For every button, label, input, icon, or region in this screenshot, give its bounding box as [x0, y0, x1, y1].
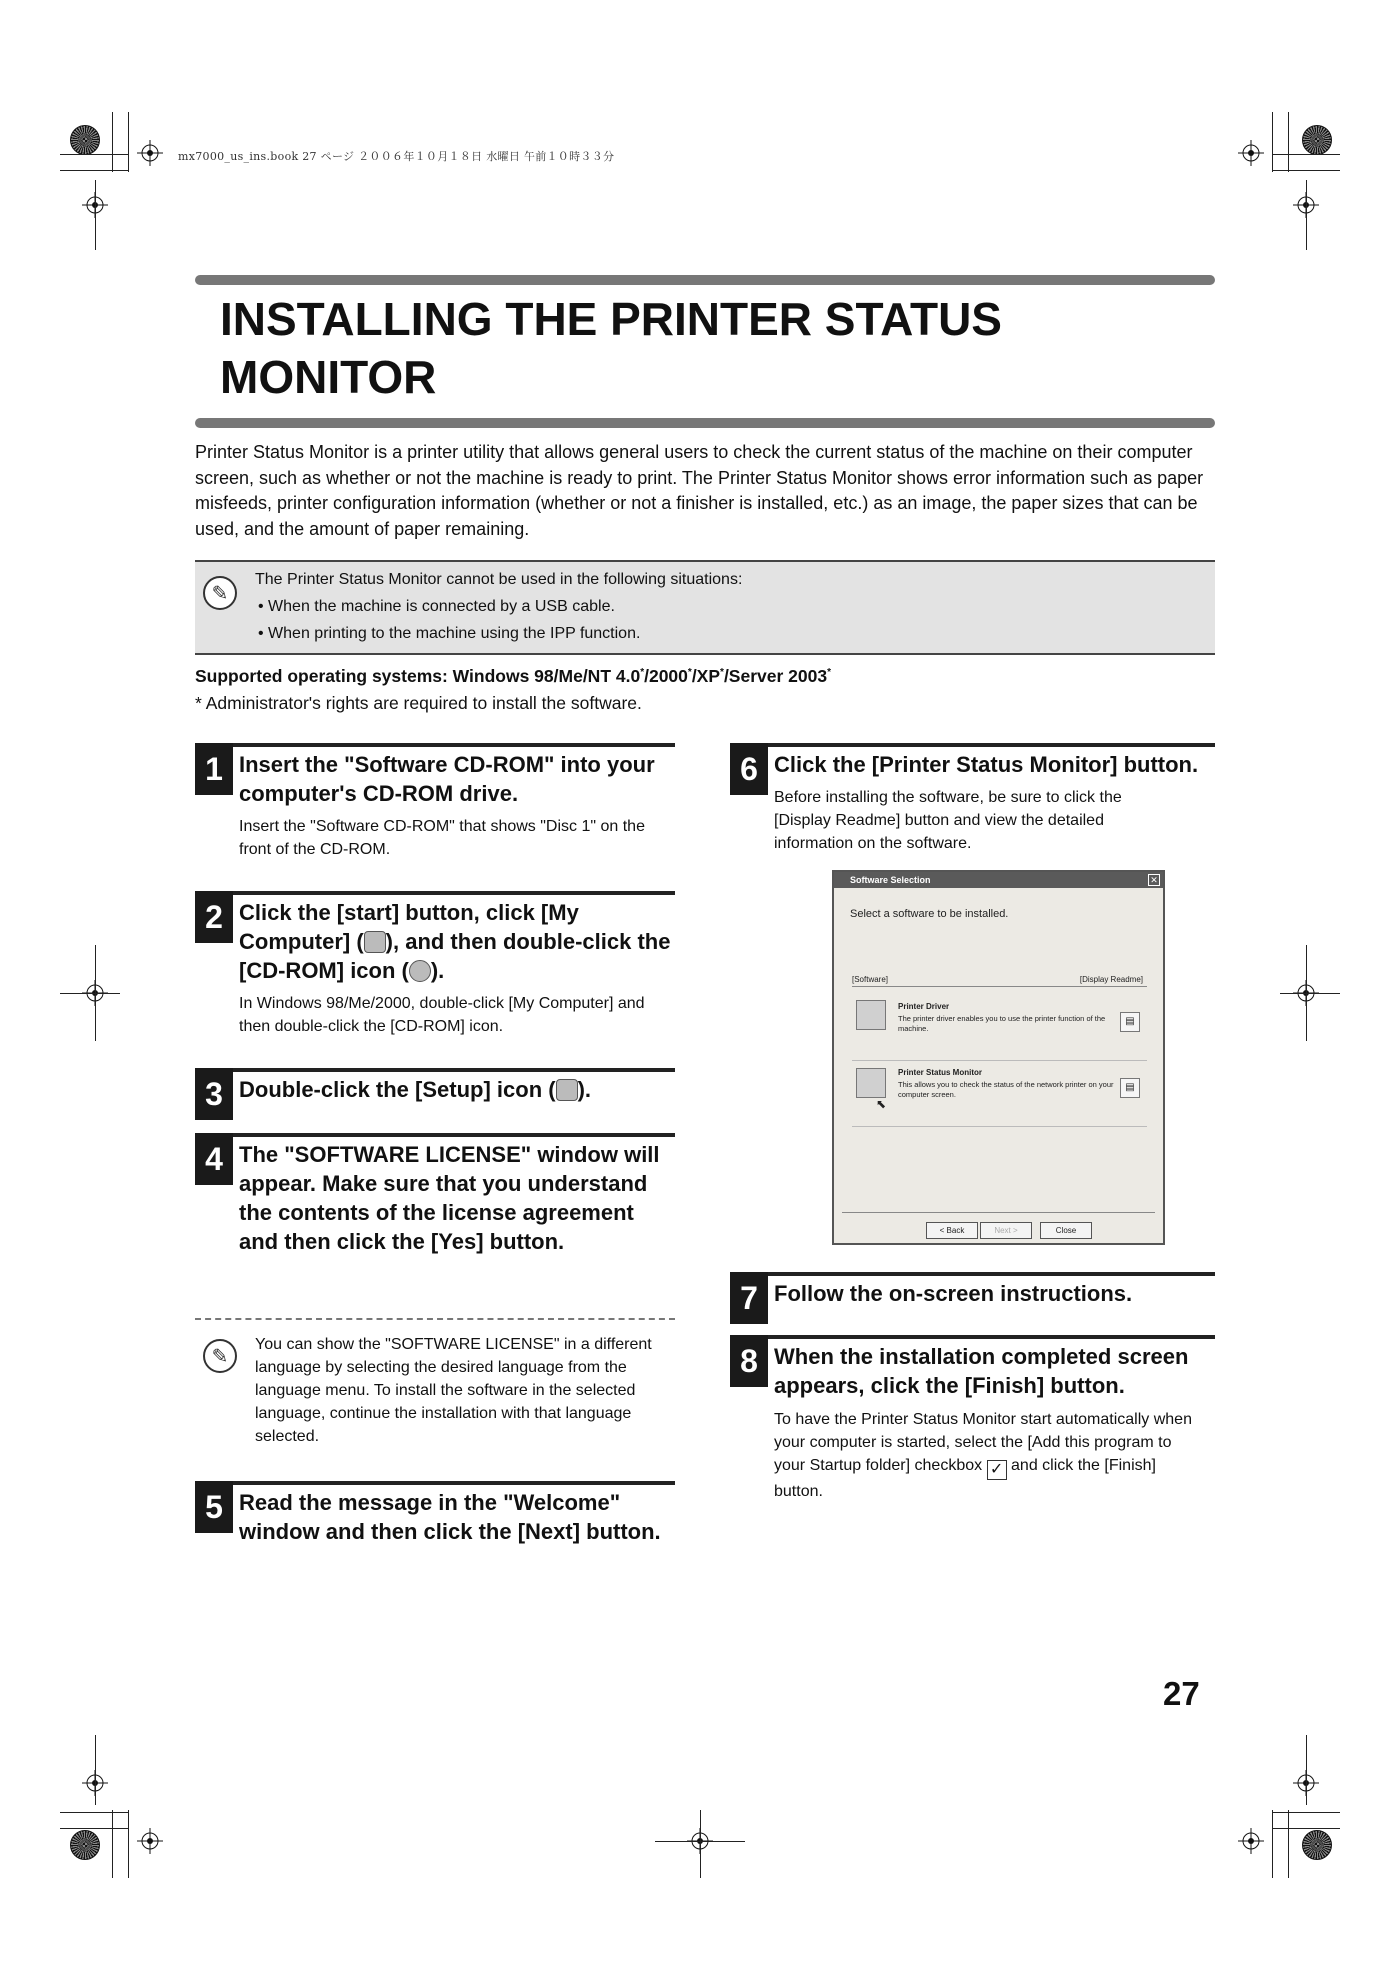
step-title: Follow the on-screen instructions.	[774, 1281, 1133, 1306]
printer-status-monitor-button[interactable]	[856, 1068, 886, 1098]
page-title: INSTALLING THE PRINTER STATUS MONITOR	[220, 293, 1002, 403]
registration-mark-icon	[137, 140, 163, 166]
step-body: To have the Printer Status Monitor start automatically when your computer is started, select the [Add this program to your Startup folder] checkbox ✓ and click the [Finish] button.	[774, 1411, 1192, 1500]
registration-mark-icon	[137, 1828, 163, 1854]
checkbox-checked-icon: ✓	[987, 1460, 1007, 1480]
note-content	[255, 566, 742, 647]
cd-rom-icon	[409, 960, 431, 982]
note-heading: The Printer Status Monitor cannot be used in the following situations:	[255, 571, 743, 588]
note-bullet: • When the machine is connected by a USB cable.	[258, 598, 615, 615]
close-button[interactable]: Close	[1040, 1222, 1092, 1239]
step-number: 5	[195, 1481, 233, 1533]
step-body: Before installing the software, be sure to click the [Display Readme] button and view the detailed information on the software.	[774, 789, 1122, 852]
step-title: Click the [Printer Status Monitor] button.	[774, 752, 1199, 777]
note-bullet: • When printing to the machine using the IPP function.	[258, 625, 641, 642]
dialog-prompt: Select a software to be installed.	[850, 908, 1009, 920]
item-name: Printer Status Monitor	[898, 1068, 983, 1077]
my-computer-icon	[364, 931, 386, 953]
close-icon[interactable]: ✕	[1148, 874, 1160, 886]
step-title: Read the message in the "Welcome" window and then click the [Next] button.	[239, 1490, 661, 1544]
intro-paragraph: Printer Status Monitor is a printer utility that allows general users to check the current status of the machine on their computer screen, such as whether or not the machine is ready to print. The Printer Status Monitor shows error information such as paper misfeeds, printer configuration information (whether or not a finisher is installed, etc.) as an image, the paper sizes that can be used, and the amount of paper remaining.	[195, 442, 1204, 539]
step-number: 6	[730, 743, 768, 795]
registration-sunburst-icon	[70, 125, 100, 155]
admin-rights-note: * Administrator's rights are required to install the software.	[195, 693, 642, 713]
back-button[interactable]: < Back	[926, 1222, 978, 1239]
step-body: Insert the "Software CD-ROM" that shows "Disc 1" on the front of the CD-ROM.	[239, 818, 645, 858]
registration-sunburst-icon	[70, 1830, 100, 1860]
supported-os: Supported operating systems: Windows 98/Me/NT 4.0*/2000*/XP*/Server 2003*	[195, 666, 831, 686]
step-number: 4	[195, 1133, 233, 1185]
next-button[interactable]: Next >	[980, 1222, 1032, 1239]
step-title: When the installation completed screen appears, click the [Finish] button.	[774, 1344, 1189, 1398]
registration-mark-icon	[1238, 140, 1264, 166]
page-number: 27	[1163, 1675, 1200, 1712]
step-number: 8	[730, 1335, 768, 1387]
step-title: Double-click the [Setup] icon ( ).	[239, 1077, 592, 1102]
registration-mark-icon	[1238, 1828, 1264, 1854]
registration-sunburst-icon	[1302, 125, 1332, 155]
setup-icon	[556, 1079, 578, 1101]
registration-sunburst-icon	[1302, 1830, 1332, 1860]
item-desc: The printer driver enables you to use the printer function of the machine.	[898, 1014, 1106, 1033]
mouse-cursor-icon: ⬉	[876, 1097, 887, 1111]
column-software: [Software]	[852, 975, 889, 984]
divider	[195, 1318, 675, 1320]
step-title: The "SOFTWARE LICENSE" window will appear. Make sure that you understand the contents of the license agreement and then click the [Yes] button.	[239, 1142, 660, 1254]
tip-note: You can show the "SOFTWARE LICENSE" in a different language by selecting the desired language from the language menu. To install the software in the selected language, continue the installation with that language selected.	[255, 1336, 652, 1445]
readme-icon[interactable]: ▤	[1120, 1078, 1140, 1098]
readme-icon[interactable]: ▤	[1120, 1012, 1140, 1032]
step-title: Insert the "Software CD-ROM" into your computer's CD-ROM drive.	[239, 752, 655, 806]
title-rule-bottom	[195, 418, 1215, 428]
step-number: 2	[195, 891, 233, 943]
dialog-title: Software Selection	[834, 872, 1163, 888]
step-number: 7	[730, 1272, 768, 1324]
title-rule-top	[195, 275, 1215, 285]
step-body: In Windows 98/Me/2000, double-click [My Computer] and then double-click the [CD-ROM] icon.	[239, 995, 645, 1035]
software-selection-dialog	[832, 870, 1165, 1245]
item-name: Printer Driver	[898, 1002, 950, 1011]
item-desc: This allows you to check the status of the network printer on your computer screen.	[898, 1080, 1114, 1099]
step-title: Click the [start] button, click [My Computer] ( ), and then double-click the [CD-ROM] icon ( ).	[239, 900, 671, 983]
step-number: 1	[195, 743, 233, 795]
printer-driver-button[interactable]	[856, 1000, 886, 1030]
pencil-note-icon: ✎	[203, 576, 237, 610]
step-number: 3	[195, 1068, 233, 1120]
file-header-line: mx7000_us_ins.book 27 ページ ２００６年１０月１８日 水曜日 午前１０時３３分	[178, 150, 615, 163]
column-readme: [Display Readme]	[1079, 975, 1143, 984]
pencil-note-icon: ✎	[203, 1339, 237, 1373]
